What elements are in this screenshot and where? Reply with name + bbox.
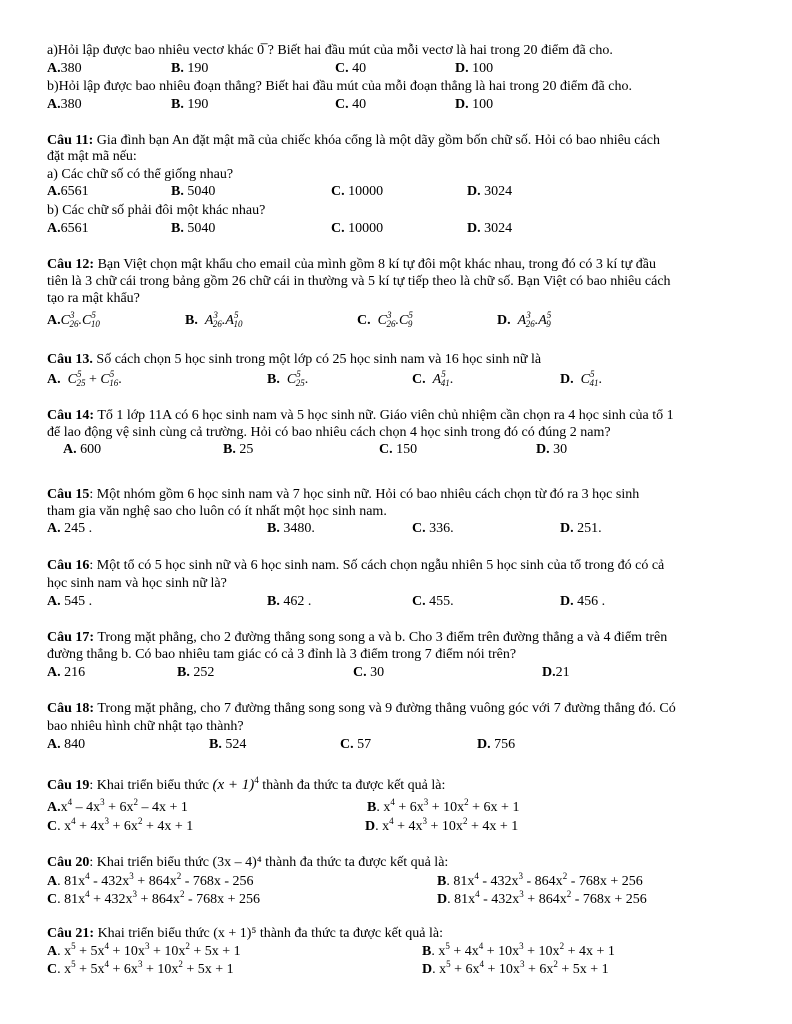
q20-option-d[interactable]: D. $81x^4 - 432x^3 + 864x^2 - 768x + 256$ [437, 889, 647, 907]
q14-stem: Câu 14: Tổ 1 lớp 11A có 6 học sinh nam và 5 học sinh nữ. Giáo viên chủ nhiệm cần chọn ra 4 học sinh của tổ 1 [47, 408, 674, 423]
q20-option-a[interactable]: A. $81x^4 - 432x^3 + 864x^2 - 768x - 256$ [47, 871, 254, 889]
q19-option-d[interactable]: D. $x^4 + 4x^3 + 10x^2 + 4x + 1$ [365, 816, 519, 834]
q11a-option-b[interactable]: B. 5040 [171, 184, 216, 199]
q10a-option-c[interactable]: C. 40 [335, 61, 367, 76]
q21-option-a[interactable]: A. $x^5 + 5x^4 + 10x^3 + 10x^2 + 5x + 1$ [47, 941, 241, 959]
q16-stem-2: học sinh nam và học sinh nữ là? [47, 576, 227, 591]
q20-option-c[interactable]: C. $81x^4 + 432x^3 + 864x^2 - 768x + 256$ [47, 889, 260, 907]
q19-options-row1 [47, 797, 767, 816]
q14-option-a[interactable]: A. 600 [63, 442, 102, 457]
q14-stem-2: để lao động vệ sinh cùng cả trường. Hỏi có bao nhiêu cách chọn 4 học sinh trong đó có đúng 2 nam? [47, 425, 611, 440]
q17-option-a[interactable]: A. 216 [47, 665, 86, 680]
q10b-option-d[interactable]: D. 100 [455, 97, 494, 112]
q13-option-a[interactable]: A. $C^5_{25} + C^5_{16}$. [47, 369, 122, 388]
q11b-text: b) Các chữ số phải đôi một khác nhau? [47, 203, 266, 218]
q15-option-b[interactable]: B. 3480. [267, 521, 315, 536]
q10a-option-a[interactable]: A.380 [47, 61, 82, 76]
q13-options [47, 369, 767, 388]
q21-options-row1 [47, 941, 767, 960]
q10a-options [47, 61, 767, 77]
q16-options [47, 594, 767, 610]
q12-stem: Câu 12: Bạn Việt chọn mật khẩu cho email của mình gồm 8 kí tự đôi một khác nhau, trong đó có 3 kí tự đầu [47, 257, 656, 272]
q12-option-c[interactable]: C. $C^3_{26}.C^5_9$ [357, 310, 413, 329]
q13-option-c[interactable]: C. $A^5_{41}$. [412, 369, 454, 388]
q21-stem: Câu 21: Khai triển biểu thức (x + 1)⁵ thành đa thức ta được kết quả là: [47, 926, 443, 941]
q12-stem-2: tiên là 3 chữ cái trong bảng gồm 26 chữ cái in thường và 5 kí tự tiếp theo là chữ số. Bạn Việt có bao nhiêu cách [47, 274, 671, 289]
q12-option-b[interactable]: B. $A^3_{26}.A^5_{10}$ [185, 310, 243, 329]
q10b-text: b)Hỏi lập được bao nhiêu đoạn thẳng? Biết hai đầu mút của mỗi đoạn thẳng là hai trong 20 điểm đã cho. [47, 79, 632, 94]
q14-option-b[interactable]: B. 25 [223, 442, 254, 457]
q14-option-c[interactable]: C. 150 [379, 442, 418, 457]
q10b-option-c[interactable]: C. 40 [335, 97, 367, 112]
q19-options-row2 [47, 816, 767, 835]
q11b-option-c[interactable]: C. 10000 [331, 221, 384, 236]
q16-option-a[interactable]: A. 545 . [47, 594, 93, 609]
q18-stem-2: bao nhiêu hình chữ nhật tạo thành? [47, 719, 244, 734]
q20-options-row1 [47, 871, 767, 890]
q15-option-d[interactable]: D. 251. [560, 521, 602, 536]
q11b-option-b[interactable]: B. 5040 [171, 221, 216, 236]
q18-option-a[interactable]: A. 840 [47, 737, 86, 752]
q18-option-c[interactable]: C. 57 [340, 737, 372, 752]
q17-option-c[interactable]: C. 30 [353, 665, 385, 680]
q10a-option-d[interactable]: D. 100 [455, 61, 494, 76]
q15-stem-2: tham gia văn nghệ sao cho luôn có ít nhất một học sinh nam. [47, 504, 387, 519]
q19-option-c[interactable]: C. $x^4 + 4x^3 + 6x^2 + 4x + 1$ [47, 816, 194, 834]
q15-options [47, 521, 767, 537]
q21-option-c[interactable]: C. $x^5 + 5x^4 + 6x^3 + 10x^2 + 5x + 1$ [47, 959, 234, 977]
q15-option-c[interactable]: C. 336. [412, 521, 454, 536]
q11b-options [47, 221, 767, 237]
q16-option-c[interactable]: C. 455. [412, 594, 454, 609]
q18-stem: Câu 18: Trong mặt phẳng, cho 7 đường thẳng song song và 9 đường thẳng vuông góc với 7 đường thẳng đó. Có [47, 701, 676, 716]
q12-options [47, 310, 767, 329]
q15-stem: Câu 15: Một nhóm gồm 6 học sinh nam và 7 học sinh nữ. Hỏi có bao nhiêu cách chọn từ đó ra 3 học sinh [47, 487, 640, 502]
q17-option-d[interactable]: D.21 [542, 665, 570, 680]
q21-option-b[interactable]: B. $x^5 + 4x^4 + 10x^3 + 10x^2 + 4x + 1$ [422, 941, 615, 959]
q12-option-a[interactable]: $A.C^3_{26}.C^5_{10}$ [47, 310, 100, 329]
q18-option-d[interactable]: D. 756 [477, 737, 516, 752]
q10b-options [47, 97, 767, 113]
q17-option-b[interactable]: B. 252 [177, 665, 215, 680]
q13-stem: Câu 13. Số cách chọn 5 học sinh trong một lớp có 25 học sinh nam và 16 học sinh nữ là [47, 352, 542, 367]
q20-stem: Câu 20: Khai triển biểu thức (3x – 4)⁴ thành đa thức ta được kết quả là: [47, 855, 449, 870]
q14-option-d[interactable]: D. 30 [536, 442, 568, 457]
q18-options [47, 737, 767, 753]
q16-option-d[interactable]: D. 456 . [560, 594, 606, 609]
q11a-option-d[interactable]: D. 3024 [467, 184, 513, 199]
q20-options-row2 [47, 889, 767, 908]
q20-option-b[interactable]: B. $81x^4 - 432x^3 - 864x^2 - 768x + 256$ [437, 871, 643, 889]
q10a-option-b[interactable]: B. 190 [171, 61, 209, 76]
q11b-option-d[interactable]: D. 3024 [467, 221, 513, 236]
q14-options [47, 442, 767, 458]
q11a-option-c[interactable]: C. 10000 [331, 184, 384, 199]
q11b-option-a[interactable]: A.6561 [47, 221, 89, 236]
q13-option-d[interactable]: D. $C^5_{41}$. [560, 369, 602, 388]
q21-option-d[interactable]: D. $x^5 + 6x^4 + 10x^3 + 6x^2 + 5x + 1$ [422, 959, 609, 977]
q17-stem-2: đường thẳng b. Có bao nhiêu tam giác có cả 3 đỉnh là 3 điểm trong 7 điểm nói trên? [47, 647, 517, 662]
q11a-option-a[interactable]: A.6561 [47, 184, 89, 199]
q21-options-row2 [47, 959, 767, 978]
q10a-text: a)Hỏi lập được bao nhiêu vectơ khác 0̅ ? Biết hai đầu mút của mỗi vectơ là hai trong 20 điểm đã cho. [47, 43, 613, 58]
q19-stem: Câu 19: Khai triển biểu thức $(x + 1)^4$ thành đa thức ta được kết quả là: [47, 775, 446, 793]
q11a-options [47, 184, 767, 200]
q19-option-b[interactable]: B. $x^4 + 6x^3 + 10x^2 + 6x + 1$ [367, 797, 520, 815]
q13-option-b[interactable]: B. $C^5_{25}$. [267, 369, 309, 388]
q17-options [47, 665, 767, 681]
q17-stem: Câu 17: Trong mặt phẳng, cho 2 đường thẳng song song a và b. Cho 3 điểm trên đường thẳng a và 4 điểm trên [47, 630, 668, 645]
q16-option-b[interactable]: B. 462 . [267, 594, 312, 609]
q18-option-b[interactable]: B. 524 [209, 737, 247, 752]
q11-stem-2: đặt mật mã nếu: [47, 149, 137, 164]
q10b-option-a[interactable]: A.380 [47, 97, 82, 112]
q12-stem-3: tạo ra mật khẩu? [47, 291, 140, 306]
q10b-option-b[interactable]: B. 190 [171, 97, 209, 112]
q15-option-a[interactable]: A. 245 . [47, 521, 93, 536]
q11-stem: Câu 11: Gia đình bạn An đặt mật mã của chiếc khóa cổng là một dãy gồm bốn chữ số. Hỏi có bao nhiêu cách [47, 133, 660, 148]
q19-option-a[interactable]: $A.x^4 - 4x^3 + 6x^2 - 4x + 1$ [47, 797, 188, 815]
q11a-text: a) Các chữ số có thể giống nhau? [47, 167, 234, 182]
q16-stem: Câu 16: Một tổ có 5 học sinh nữ và 6 học sinh nam. Số cách chọn ngẫu nhiên 5 học sinh của tổ trong đó có cả [47, 558, 665, 573]
q12-option-d[interactable]: D. $A^3_{26}.A^5_9$ [497, 310, 552, 329]
